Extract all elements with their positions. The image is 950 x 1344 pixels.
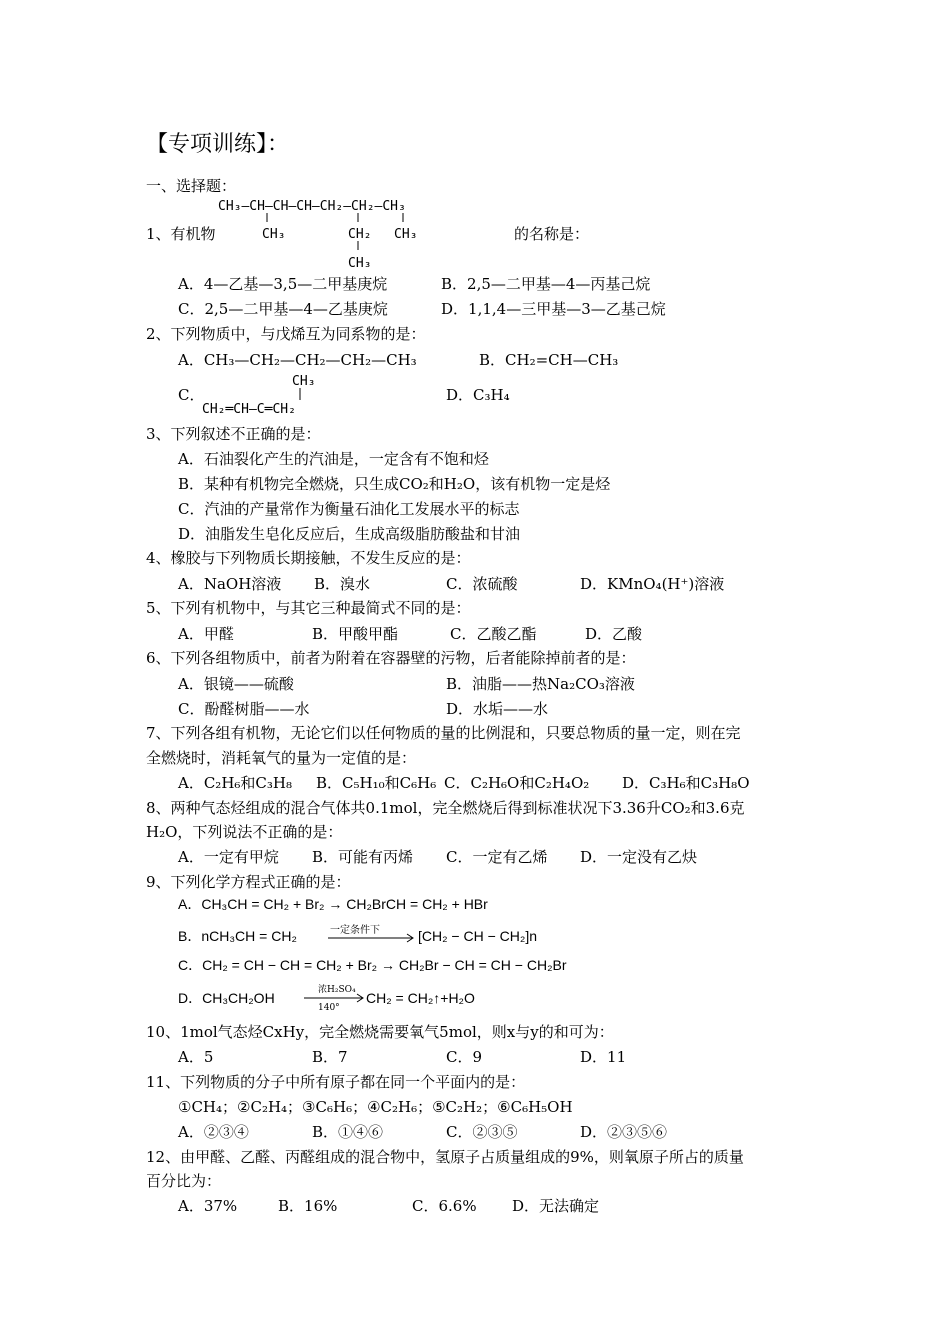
q2-option-c: C． bbox=[178, 386, 205, 404]
q1-option-b: B．2,5—二甲基—4—丙基己烷 bbox=[441, 275, 651, 293]
q3-option-c: C．汽油的产量常作为衡量石油化工发展水平的标志 bbox=[178, 500, 520, 518]
q7-stem-line1: 7、下列各组有机物，无论它们以任何物质的量的比例混和，只要总物质的量一定，则在完 bbox=[146, 724, 741, 742]
q1-structure-diagram bbox=[218, 194, 528, 274]
q5-stem: 5、下列有机物中，与其它三种最简式不同的是： bbox=[146, 599, 471, 617]
q9-option-a: A．CH₃CH = CH₂ + Br₂ → CH₂BrCH = CH₂ + HBr bbox=[178, 896, 488, 912]
q5-option-b: B．甲酸甲酯 bbox=[312, 625, 399, 643]
q1-struct-sub3: CH₃ bbox=[394, 227, 418, 242]
q1-option-d: D．1,1,4—三甲基—3—乙基己烷 bbox=[441, 300, 666, 318]
q6-option-c: C．酚醛树脂——水 bbox=[178, 700, 310, 718]
q12-stem-line2: 百分比为： bbox=[146, 1172, 222, 1190]
q9-stem: 9、下列化学方程式正确的是： bbox=[146, 873, 351, 891]
q9-option-b-left: B．nCH₃CH = CH₂ bbox=[178, 928, 297, 944]
q5-option-c: C．乙酸乙酯 bbox=[450, 625, 537, 643]
q8-stem-line2: H₂O，下列说法不正确的是： bbox=[146, 823, 343, 841]
q7-option-d: D．C₃H₆和C₃H₈O bbox=[622, 774, 750, 792]
q10-option-a: A．5 bbox=[178, 1048, 214, 1066]
q8-option-c: C．一定有乙烯 bbox=[446, 848, 548, 866]
q8-option-a: A．一定有甲烷 bbox=[178, 848, 279, 866]
q1-option-a: A．4—乙基—3,5—二甲基庚烷 bbox=[178, 275, 388, 293]
q4-stem: 4、橡胶与下列物质长期接触，不发生反应的是： bbox=[146, 549, 471, 567]
q10-option-c: C．9 bbox=[446, 1048, 483, 1066]
q5-option-d: D．乙酸 bbox=[585, 625, 643, 643]
q2-option-d: D．C₃H₄ bbox=[446, 386, 510, 404]
q3-stem: 3、下列叙述不正确的是： bbox=[146, 425, 321, 443]
q7-option-b: B．C₅H₁₀和C₆H₆ bbox=[316, 774, 437, 792]
q2-c-main: CH₂═CH—C═CH₂ bbox=[202, 402, 296, 417]
q3-option-d: D．油脂发生皂化反应后，生成高级脂肪酸盐和甘油 bbox=[178, 525, 521, 543]
q12-option-c: C．6.6% bbox=[412, 1197, 477, 1215]
q1-suffix: 的名称是： bbox=[514, 225, 590, 243]
q9-option-d-right: CH₂ = CH₂↑+H₂O bbox=[366, 990, 475, 1006]
q4-option-a: A．NaOH溶液 bbox=[178, 575, 282, 593]
q6-option-a: A．银镜——硫酸 bbox=[178, 675, 294, 693]
q9-option-d-condition-top: 浓H₂SO₄ bbox=[318, 985, 356, 995]
q1-struct-main: CH₃—CH—CH—CH—CH₂—CH₂—CH₃ bbox=[218, 199, 406, 214]
q9-option-d-left: D．CH₃CH₂OH bbox=[178, 990, 275, 1006]
q9-option-d-condition-bottom: 140° bbox=[318, 1003, 340, 1013]
q8-option-b: B．可能有丙烯 bbox=[312, 848, 414, 866]
q2-stem: 2、下列物质中，与戊烯互为同系物的是： bbox=[146, 325, 426, 343]
q9-option-d-arrow bbox=[304, 993, 368, 1003]
q7-option-c: C．C₂H₆O和C₂H₄O₂ bbox=[444, 774, 590, 792]
section-heading: 一、选择题： bbox=[146, 177, 237, 195]
q12-stem-line1: 12、由甲醛、乙醛、丙醛组成的混合物中，氢原子占质量组成的9%，则氧原子所占的质量 bbox=[146, 1148, 744, 1166]
q4-option-d: D．KMnO₄(H⁺)溶液 bbox=[580, 575, 725, 593]
q11-option-b: B．①④⑥ bbox=[312, 1123, 384, 1141]
q2-option-b: B．CH₂=CH—CH₃ bbox=[479, 351, 619, 369]
q10-option-b: B．7 bbox=[312, 1048, 348, 1066]
q6-stem: 6、下列各组物质中，前者为附着在容器壁的污物，后者能除掉前者的是： bbox=[146, 649, 636, 667]
q3-option-b: B．某种有机物完全燃烧，只生成CO₂和H₂O，该有机物一定是烃 bbox=[178, 475, 611, 493]
q11-option-c: C．②③⑤ bbox=[446, 1123, 518, 1141]
q4-option-c: C．浓硫酸 bbox=[446, 575, 518, 593]
q9-option-c: C．CH₂ = CH − CH = CH₂ + Br₂ → CH₂Br − CH = CH − CH₂Br bbox=[178, 957, 567, 973]
q11-option-d: D．②③⑤⑥ bbox=[580, 1123, 668, 1141]
q8-option-d: D．一定没有乙炔 bbox=[580, 848, 698, 866]
page-title: 【专项训练】： bbox=[146, 132, 290, 157]
q3-option-a: A．石油裂化产生的汽油是，一定含有不饱和烃 bbox=[178, 450, 489, 468]
q12-option-a: A．37% bbox=[178, 1197, 238, 1215]
q10-option-d: D．11 bbox=[580, 1048, 627, 1066]
q2-c-structure bbox=[202, 370, 372, 422]
q4-option-b: B．溴水 bbox=[314, 575, 371, 593]
q6-option-d: D．水垢——水 bbox=[446, 700, 549, 718]
q1-struct-sub1: CH₃ bbox=[262, 227, 286, 242]
q1-prefix: 1、有机物 bbox=[146, 225, 216, 243]
q9-option-b-arrow bbox=[328, 933, 418, 943]
q9-option-b-condition: 一定条件下 bbox=[330, 925, 380, 936]
q7-option-a: A．C₂H₆和C₃H₈ bbox=[178, 774, 293, 792]
q8-stem-line1: 8、两种气态烃组成的混合气体共0.1mol，完全燃烧后得到标准状况下3.36升CO₂和3.6克 bbox=[146, 799, 745, 817]
q6-option-b: B．油脂——热Na₂CO₃溶液 bbox=[446, 675, 635, 693]
q1-option-c: C．2,5—二甲基—4—乙基庚烷 bbox=[178, 300, 388, 318]
q11-option-a: A．②③④ bbox=[178, 1123, 249, 1141]
q10-stem: 10、1mol气态烃CxHy，完全燃烧需要氧气5mol，则x与y的和可为： bbox=[146, 1023, 614, 1041]
q2-option-a: A．CH₃—CH₂—CH₂—CH₂—CH₃ bbox=[178, 351, 417, 369]
q1-struct-sub2: CH₂ bbox=[348, 227, 372, 242]
q1-struct-sub4: CH₃ bbox=[348, 256, 372, 271]
q5-option-a: A．甲醛 bbox=[178, 625, 234, 643]
q11-stem: 11、下列物质的分子中所有原子都在同一个平面内的是： bbox=[146, 1073, 526, 1091]
q12-option-d: D．无法确定 bbox=[512, 1197, 600, 1215]
q7-stem-line2: 全燃烧时，消耗氧气的量为一定值的是： bbox=[146, 749, 417, 767]
q11-items: ①CH₄；②C₂H₄；③C₆H₆；④C₂H₆；⑤C₂H₂；⑥C₆H₅OH bbox=[178, 1098, 573, 1116]
q2-c-top: CH₃ bbox=[292, 374, 316, 389]
q9-option-b-right: [CH₂ − CH − CH₂]n bbox=[418, 928, 538, 944]
q12-option-b: B．16% bbox=[278, 1197, 338, 1215]
